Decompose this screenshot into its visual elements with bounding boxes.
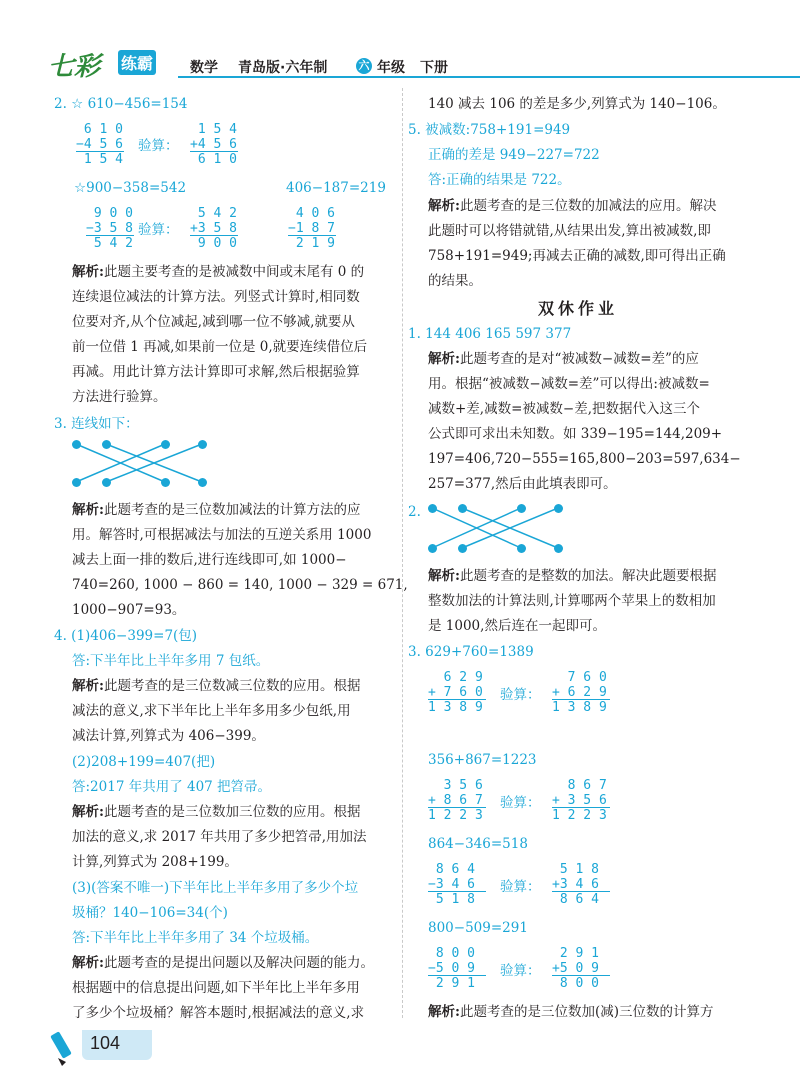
header-subject: 数学 [190,60,218,76]
q2-line2-a: ☆900−358=542 [74,180,187,196]
q3-title: 3. 连线如下： [54,416,139,432]
rule [552,975,610,976]
q3-matching-diagram [68,438,218,488]
q2-calc1-b: 1 5 4 +4 5 6 6 1 0 [190,122,237,167]
r3-calc4-a: 8 0 0 −5 0 9 2 9 1 [428,946,475,991]
check-label: 验算： [138,222,179,238]
rule [552,807,610,808]
check-label: 验算： [500,795,541,811]
check-label: 验算： [500,963,541,979]
match-dot [198,440,207,449]
match-dot [102,440,111,449]
q4-analysis2: 解析:此题考查的是三位数加三位数的应用。根据 加法的意义,求 2017 年共用了多少把笤帚,用加法 计算,列算式为 208+199。 [72,804,367,870]
section-title: 双休作业 [538,299,619,318]
q2-line2-b: 406−187=219 [286,180,386,196]
r2-label: 2. [408,504,421,520]
q4-answer1: 答:下半年比上半年多用 7 包纸。 [72,653,270,669]
column-divider [402,88,403,1018]
r1-analysis: 解析:此题考查的是对“被减数−减数=差”的应 用。根据“被减数−减数=差”可以得出:被减数= 减数+差,减数=被减数−差,把数据代入这三个 公式即可求出未知数。如 339−195=144,209+ 197=406,720−555=165,800−203=597,634− 257=377,然后由此填表即可。 [428,351,741,492]
q5-line2: 正确的差是 949−227=722 [428,147,600,163]
q2-analysis: 解析:此题主要考查的是被减数中间或末尾有 0 的 连续退位减法的计算方法。列竖式计算时,相同数 位要对齐,从个位减起,减到哪一位不够减,就要从 前一位借 1 再减,如果前一位是 0,就要连续借位后 再减。用此计算方法计算即可求解,然后根据验算 方法进行验算。 [72,264,368,405]
match-dot [72,478,81,487]
q2-title: 2. ☆ 610−456=154 [54,96,188,112]
r1-answers: 1. 144 406 165 597 377 [408,326,572,342]
check-label: 验算： [500,687,541,703]
rule [428,807,486,808]
check-label: 验算： [500,879,541,895]
rule [86,235,134,236]
q2-calc2-b: 5 4 2 +3 5 8 9 0 0 [190,206,237,251]
match-dot [161,440,170,449]
match-dot [428,544,437,553]
match-dot [198,478,207,487]
r3-calc2-a: 3 5 6 + 8 6 7 1 2 2 3 [428,778,483,823]
r3-line2: 356+867=1223 [428,752,537,768]
q4-part3: (3)(答案不唯一)下半年比上半年多用了多少个垃 圾桶？140−106=34(个) [72,880,359,921]
r3-calc3-b: 5 1 8 +3 4 6 8 6 4 [552,862,599,907]
q4-part1: 4. (1)406−399=7(包) [54,628,198,644]
r3-calc2-b: 8 6 7 + 3 5 6 1 2 2 3 [552,778,607,823]
q4-answer3: 答:下半年比上半年多用了 34 个垃圾桶。 [72,930,319,946]
header-volume: 下册 [420,60,448,76]
page-number: 104 [90,1033,121,1053]
match-dot [161,478,170,487]
match-dot [517,504,526,513]
rule [428,699,486,700]
q2-calc1-a: 6 1 0 −4 5 6 1 5 4 [76,122,123,167]
match-dot [458,544,467,553]
r3-line4: 800−509=291 [428,920,528,936]
q4-analysis1: 解析:此题考查的是三位数减三位数的应用。根据 减法的意义,求下半年比上半年多用多少包纸,用 减法计算,列算式为 406−399。 [72,678,361,744]
header-grade: 年级 [377,60,405,76]
check-label: 验算： [138,138,179,154]
header-rule [178,76,800,78]
rule [190,235,238,236]
r2-matching-diagram [424,500,574,556]
grade-badge: 六 [356,58,372,74]
q4-part2: (2)208+199=407(把) [72,754,216,770]
match-dot [72,440,81,449]
rule [288,235,336,236]
q5-line1: 5. 被减数:758+191=949 [408,122,571,138]
match-dot [554,504,563,513]
q4-answer2: 答:2017 年共用了 407 把笤帚。 [72,779,272,795]
r3-calc1-b: 7 6 0 + 6 2 9 1 3 8 9 [552,670,607,715]
brand-text-part1: 七彩 [48,52,101,82]
continued-line: 140 减去 106 的差是多少,列算式为 140−106。 [428,96,726,112]
q3-analysis: 解析:此题考查的是三位数加减法的计算方法的应 用。解答时,可根据减法与加法的互逆关系用 1000 减去上面一排的数后,进行连线即可,如 1000− 740=260, 1000 − 860 = 140, 1000 − 329 = 671, 1000−907=93。 [72,502,408,618]
matching-lines [68,438,218,488]
analysis-label: 解析: [72,264,104,280]
brand-logo [48,40,178,84]
rule [190,151,238,152]
r3-line3: 864−346=518 [428,836,528,852]
rule [428,891,486,892]
q2-calc2-a: 9 0 0 −3 5 8 5 4 2 [86,206,133,251]
match-dot [102,478,111,487]
match-dot [517,544,526,553]
rule [428,975,486,976]
q2-calc2-c: 4 0 6 −1 8 7 2 1 9 [288,206,335,251]
matching-lines [424,500,574,556]
match-dot [458,504,467,513]
r2-analysis: 解析:此题考查的是整数的加法。解决此题要根据 整数加法的计算法则,计算哪两个苹果上的数相加 是 1000,然后连在一起即可。 [428,568,717,634]
brand-text-part2: 练霸 [118,50,156,75]
rule [552,891,610,892]
match-dot [554,544,563,553]
pencil-icon [44,1028,84,1068]
r3-calc1-a: 6 2 9 + 7 6 0 1 3 8 9 [428,670,483,715]
header-edition: 青岛版·六年制 [238,60,328,76]
r3-calc4-b: 2 9 1 +5 0 9 8 0 0 [552,946,599,991]
q5-line3: 答:正确的结果是 722。 [428,172,571,188]
rule [552,699,610,700]
r3-calc3-a: 8 6 4 −3 4 6 5 1 8 [428,862,475,907]
q5-analysis: 解析:此题考查的是三位数的加减法的应用。解决 此题时可以将错就错,从结果出发,算出被减数,即 758+191=949;再减去正确的减数,即可得出正确 的结果。 [428,198,726,289]
rule [76,151,124,152]
r3-title: 3. 629+760=1389 [408,644,534,660]
match-dot [428,504,437,513]
r3-analysis: 解析:此题考查的是三位数加(减)三位数的计算方 [428,1004,714,1020]
q4-analysis3: 解析:此题考查的是提出问题以及解决问题的能力。 根据题中的信息提出问题,如下半年比上半年多用 了多少个垃圾桶？解答本题时,根据减法的意义,求 [72,955,374,1021]
